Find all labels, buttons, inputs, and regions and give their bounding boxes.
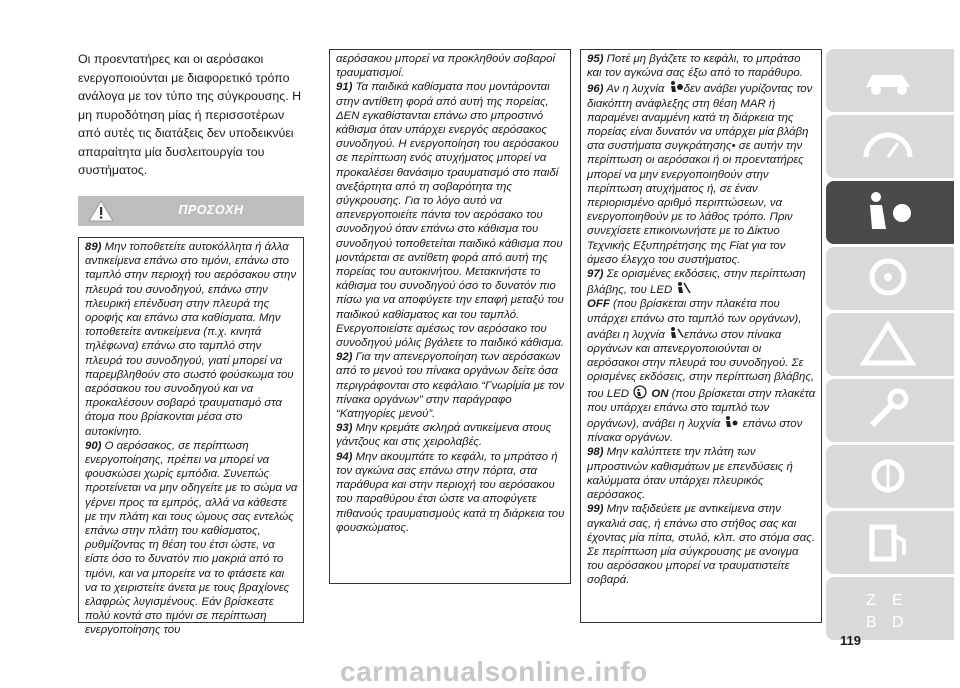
svg-text:E: E xyxy=(892,592,903,609)
caution-title: ΠΡΟΣΟΧΗ xyxy=(178,203,244,217)
airbag-off-icon xyxy=(675,281,691,295)
warning-triangle-icon xyxy=(858,321,918,367)
tab-dashboard[interactable] xyxy=(826,115,954,178)
steering-seat-icon xyxy=(858,255,918,301)
svg-text:D: D xyxy=(892,614,904,631)
tab-safety[interactable] xyxy=(826,181,954,244)
airbag-warning-icon xyxy=(668,80,684,94)
dashboard-icon xyxy=(858,123,918,169)
warning-box-left xyxy=(78,237,304,637)
note-90: 90) Ο αερόσακος, σε περίπτωση ενεργοποίησης, πρέπει να μπορεί να φουσκώσει χωρίς εμπόδια. Συνεπώς προτείνεται να μην οδηγείτε με το σώμα να γέρνει προς τα εμπρός, αλλά να κάθεστε με την πλάτη και τους ώμους σας εντελώς επάνω στην πλάτη του καθίσματος, ρυθμίζοντας τη θέση του έτσι ώστε, να είστε όσο το δυνατόν πιο μακριά από το τιμόνι, και να μπορείτε να το φτάσετε και να το χειριστείτε άνετα με τους βραχίονες ελαφρώς λυγισμένους. Εάν βρίσκεστε πολύ κοντά στο τιμόνι σε περίπτωση ενεργοποίησης του xyxy=(85,439,298,637)
warning-box-right xyxy=(580,49,822,623)
svg-text:B: B xyxy=(866,614,877,631)
note-97: 97) Σε ορισμένες εκδόσεις, στην περίπτωση βλάβης, του LED OFF (που βρίσκεται στην πλακέτα που υπάρχει επάνω στο ταμπλό των οργάνων), ανάβει η λυχνία επάνω στον πίνακα οργάνων και απενεργοποιούνται οι αερόσακοι στην πλευρά του συνοδηγού. Σε ορισμένες εκδόσεις, στην περίπτωση βλάβης, του LED ON (που βρίσκεται στην πλακέτα που υπάρχει επάνω στο ταμπλό των οργάνων), ανάβει η λυχνία επάνω στον πίνακα οργάνων. xyxy=(587,268,816,445)
tab-emergency[interactable] xyxy=(826,379,954,442)
note-91: 91) Τα παιδικά καθίσματα που μοντάρονται στην αντίθετη φορά από αυτή της πορείας, ΔΕΝ εγκαθίστανται επάνω στο μπροστινό κάθισμα όταν υπάρχει ενεργός αερόσακος συνοδηγού. Η ενεργοποίηση του αερόσακου σε περίπτωση ενός ατυχήματος μπορεί να προκαλέσει θανάσιμο τραυματισμό στο παιδί ανεξάρτητα από τη σοβαρότητα της σύγκρουσης. Για το λόγο αυτό να απενεργοποιείτε πάντα τον αερόσακο του συνοδηγού όταν επάνω στο κάθισμα του συνοδηγού τοποθετείται παιδικό κάθισμα που μοντάρεται σε αντίθετη φορά από αυτή της πορείας του αυτοκινήτου. Μετακινήστε το κάθισμα του συνοδηγού όσο το δυνατόν πιο πίσω για να αποφύγετε την επαφή μεταξύ του παιδικού καθίσματος και του ταμπλό. Ενεργοποιείστε αμέσως τον αερόσακο του συνοδηγού μόλις βγάλετε το παιδικό κάθισμα. xyxy=(336,81,564,350)
wrench-icon xyxy=(858,387,918,433)
tab-car-info[interactable] xyxy=(826,49,954,112)
tab-starting-driving[interactable] xyxy=(826,247,954,310)
warning-box-middle xyxy=(329,49,571,584)
fuel-icon xyxy=(858,519,918,565)
airbag-passenger-on-icon xyxy=(723,415,739,429)
note-95: 95) Ποτέ μη βγάζετε το κεφάλι, το μπράτσο και τον αγκώνα σας έξω από το παράθυρο. xyxy=(587,53,803,80)
tab-maintenance[interactable] xyxy=(826,445,954,508)
airbag-seat-icon xyxy=(858,189,918,235)
intro-paragraph: Οι προεντατήρες και οι αερόσακοι ενεργοποιούνται με διαφορετικό τρόπο ανάλογα με τον τύπο της σύγκρουσης. Η μη πυροδότηση μίας ή περισσοτέρων από αυτές τις διατάξεις δεν υποδεικνύει απαραίτητα μία δυσλειτουργία του συστήματος. xyxy=(78,52,302,177)
note-94: 94) Μην ακουμπάτε το κεφάλι, το μπράτσο ή τον αγκώνα σας επάνω στην πόρτα, στα παράθυρα και στην περιοχή του αερόσακου του παραθύρου έτσι ώστε να αποφύγετε πιθανούς τραυματισμούς κατά τη διάρκεια του φουσκώματος. xyxy=(336,450,565,534)
note-96: 96) Αν η λυχνία δεν ανάβει γυρίζοντας τον διακόπτη ανάφλεξης στη θέση MAR ή παραμένει αναμμένη κατά τη διάρκεια της πορείας είναι δυνατόν να υπάρχει μία βλάβη στα συστήματα συγκράτησης• σε αυτήν την περίπτωση οι αερόσακοι ή οι προεντατήρες μπορεί να μην ενεργοποιηθούν στην περίπτωση ατυχήματος ή, σε έναν περιορισμένο αριθμό περιπτώσεων, να ενεργοποιηθούν με το λάθος τρόπο. Πριν συνεχίσετε επικοινωνήστε με το Δίκτυο Τεχνικής Εξυπηρέτησης της Fiat για τον άμεσο έλεγχο του συστήματος. xyxy=(587,80,816,267)
car-spec-icon xyxy=(858,453,918,499)
tab-index[interactable] xyxy=(826,577,954,640)
airbag-passenger-off-icon xyxy=(668,326,684,340)
airbag-on-icon xyxy=(632,385,648,399)
note-90-cont: αερόσακου μπορεί να προκληθούν σοβαροί τραυματισμοί. xyxy=(336,53,556,80)
page-number: 119 xyxy=(840,633,861,648)
svg-text:Z: Z xyxy=(866,592,876,609)
note-99: 99) Μην ταξιδεύετε με αντικείμενα στην αγκαλιά σας, ή επάνω στο στήθος σας και έχοντας μία πίπα, στυλό, κλπ. στο στόμα σας. Σε περίπτωση μία σύγκρουσης με ανοιγμα του αερόσακου μπορεί να τραυματιστείτε σοβαρά. xyxy=(587,503,815,587)
note-93: 93) Μην κρεμάτε σκληρά αντικείμενα στους γάντζους και στις χειρολαβές. xyxy=(336,422,552,449)
note-89: 89) Μην τοποθετείτε αυτοκόλλητα ή άλλα αντικείμενα επάνω στο τιμόνι, επάνω στο ταμπλό στην περιοχή του αερόσακου στην πλευρά του συνοδηγού, επάνω στην πλευρική επένδυση στην πλευρά της οροφής και επάνω στα καθίσματα. Μην τοποθετείτε αντικείμενα (π.χ. κινητά τηλέφωνα) επάνω στο ταμπλό στην πλευρά του συνοδηγού, γιατί μπορεί να παρεμβληθούν στο σωστό φούσκωμα του αερόσακου του συνοδηγού και να προκαλέσουν σοβαρό τραυματισμό στα άτομα που βρίσκονται μέσα στο αυτοκίνητο. xyxy=(85,241,297,438)
tab-technical-data[interactable] xyxy=(826,511,954,574)
note-98: 98) Μην καλύπτετε την πλάτη των μπροστινών καθισμάτων με επενδύσεις ή καλύμματα όταν υπάρχει πλευρικός αερόσακος. xyxy=(587,446,793,502)
note-92: 92) Για την απενεργοποίηση των αερόσακων από το μενού του πίνακα οργάνων δείτε όσα περιγράφονται στο κεφάλαιο “Γνωρίμία με τον πίνακα οργάνων” στην παράγραφο “Κατηγορίες μενού”. xyxy=(336,351,565,421)
car-info-icon xyxy=(858,57,918,103)
watermark: carmanualsonline.info xyxy=(340,656,648,687)
tab-warning-lights[interactable] xyxy=(826,313,954,376)
index-icon xyxy=(858,585,918,631)
caution-header xyxy=(78,196,304,226)
